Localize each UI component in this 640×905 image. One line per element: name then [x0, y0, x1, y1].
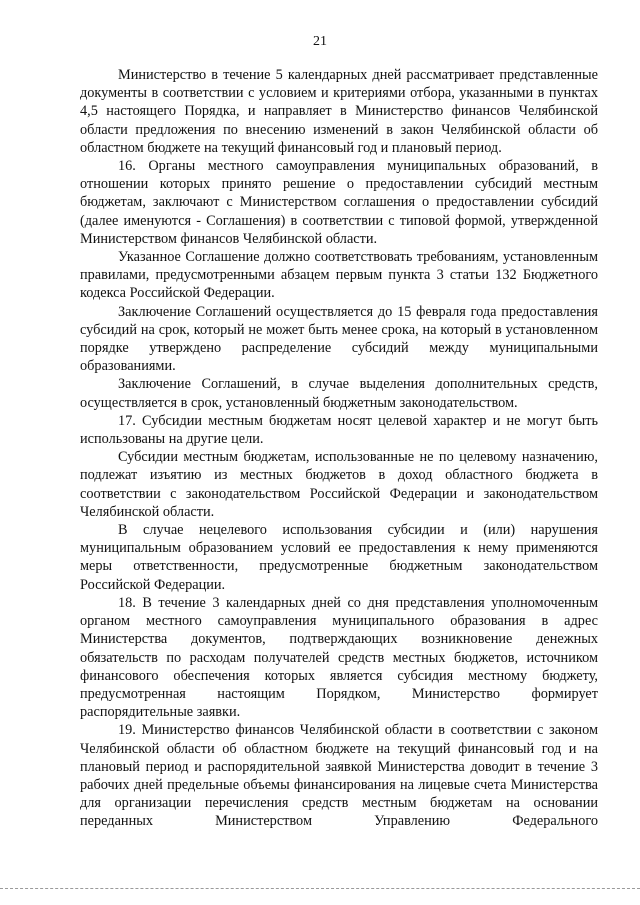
- paragraph-responsibility: В случае нецелевого использования субсидии и (или) нарушения муниципальным образованием условий ее предоставления к нему применяются меры ответственности, предусмотренные бюджетным законодательством Российской Федерации.: [80, 522, 598, 593]
- paragraph-agreement-deadline: Заключение Соглашений осуществляется до 15 февраля года предоставления субсидий на срок, который не может быть менее срока, на который в установленном порядке утверждено распределение субсидий между муниципальными образованиями.: [80, 303, 598, 375]
- paragraph-agreement-requirements: Указанное Соглашение должно соответствовать требованиям, установленным правилами, предусмотренными абзацем первым пункта 3 статьи 132 Бюджетного кодекса Российской Федерации.: [80, 249, 598, 302]
- paragraph-18-requests: 18. В течение 3 календарных дней со дня представления уполномоченным органом местного самоуправления муниципального образования в адрес Министерства документов, подтверждающих возникновение денежных обязательств по расходам получателей средств местных бюджетов, источником финансового обеспечения которых является субсидия местному бюджету, предусмотренная настоящим Порядком, Министерство формирует распорядительные заявки.: [80, 594, 598, 721]
- paragraph-17-targeted-use: 17. Субсидии местным бюджетам носят целевой характер и не могут быть использованы на другие цели.: [80, 412, 598, 448]
- paragraph-additional-funds: Заключение Соглашений, в случае выделения дополнительных средств, осуществляется в срок, установленный бюджетным законодательством.: [80, 376, 598, 411]
- document-body: [80, 66, 598, 831]
- page-number: 21: [313, 34, 327, 49]
- paragraph-ministry-review: Министерство в течение 5 календарных дней рассматривает представленные документы в соответствии с условием и критериями отбора, указанными в пунктах 4,5 настоящего Порядка, и направляет в Министерство финансов Челябинской области предложения по внесению изменений в закон Челябинской области об областном бюджете на текущий финансовый год и плановый период.: [80, 67, 598, 156]
- footer-divider: [0, 888, 640, 889]
- paragraph-16-agreements: 16. Органы местного самоуправления муниципальных образований, в отношении которых принято решение о предоставлении субсидий местным бюджетам, заключают с Министерством соглашения о предоставлении субсидий (далее именуются - Соглашения) в соответствии с типовой формой, утвержденной Министерством финансов Челябинской области.: [80, 158, 598, 247]
- paragraph-19-financing: 19. Министерство финансов Челябинской области в соответствии с законом Челябинской области об областном бюджете на текущий финансовый год и на плановый период и распорядительной заявкой Министерства доводит в течение 3 рабочих дней предельные объемы финансирования на лицевые счета Министерства для организации перечисления средств местным бюджетам на основании переданных Министерством Управлению Федерального: [80, 722, 598, 830]
- paragraph-misuse-withdrawal: Субсидии местным бюджетам, использованные не по целевому назначению, подлежат изъятию из местных бюджетов в доход областного бюджета в соответствии с законодательством Российской Федерации и законодательством Челябинской области.: [80, 449, 598, 520]
